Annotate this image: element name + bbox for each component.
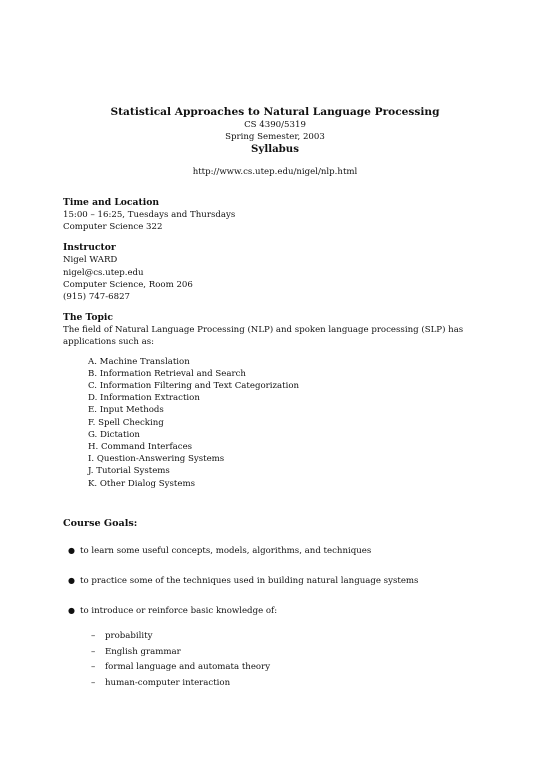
instructor-phone: (915) 747-6827 bbox=[63, 292, 131, 303]
course-goals-heading: Course Goals: bbox=[63, 518, 138, 529]
subitem-text: human-computer interaction bbox=[105, 677, 231, 688]
course-goals-section bbox=[63, 518, 483, 688]
goal-item bbox=[68, 545, 371, 557]
course-url: http://www.cs.utep.edu/nigel/nlp.html bbox=[192, 167, 358, 177]
room-line: Computer Science 322 bbox=[63, 222, 163, 233]
dash-icon: – bbox=[91, 631, 96, 641]
instructor-email: nigel@cs.utep.edu bbox=[63, 267, 144, 278]
schedule-line: 15:00 – 16:25, Tuesdays and Thursdays bbox=[63, 210, 236, 220]
list-item: G. Dictation bbox=[88, 429, 140, 440]
topic-heading: The Topic bbox=[63, 312, 113, 324]
bullet-icon: ● bbox=[68, 576, 75, 585]
subitem-text: English grammar bbox=[105, 646, 181, 657]
list-item: B. Information Retrieval and Search bbox=[88, 368, 246, 379]
list-item: E. Input Methods bbox=[88, 405, 164, 416]
list-item: K. Other Dialog Systems bbox=[88, 478, 196, 489]
document-type: Syllabus bbox=[251, 143, 299, 155]
goal-text: to practice some of the techniques used in building natural language systems bbox=[80, 576, 419, 586]
list-item: C. Information Filtering and Text Categorization bbox=[88, 381, 300, 392]
semester: Spring Semester, 2003 bbox=[225, 132, 325, 142]
dash-icon: – bbox=[91, 662, 96, 672]
list-item bbox=[91, 645, 270, 661]
document-title: Statistical Approaches to Natural Language Processing bbox=[110, 106, 440, 118]
time-location-heading: Time and Location bbox=[63, 197, 160, 208]
list-item: A. Machine Translation bbox=[88, 356, 190, 367]
document-body bbox=[63, 197, 483, 499]
goal-item bbox=[68, 605, 277, 617]
subitem-text: formal language and automata theory bbox=[105, 662, 271, 672]
list-item: I. Question-Answering Systems bbox=[88, 454, 225, 465]
time-location-section bbox=[63, 197, 483, 233]
bullet-icon: ● bbox=[68, 606, 75, 615]
instructor-section bbox=[63, 242, 483, 303]
list-item bbox=[91, 660, 270, 676]
goal-text: to learn some useful concepts, models, algorithms, and techniques bbox=[80, 546, 372, 556]
goal-item bbox=[68, 575, 418, 587]
instructor-office: Computer Science, Room 206 bbox=[63, 279, 193, 290]
list-item: D. Information Extraction bbox=[88, 393, 200, 404]
knowledge-sublist bbox=[91, 629, 270, 691]
subitem-text: probability bbox=[105, 631, 153, 641]
list-item: J. Tutorial Systems bbox=[88, 466, 170, 477]
document-header bbox=[0, 106, 550, 178]
goal-text: to introduce or reinforce basic knowledge of: bbox=[80, 606, 278, 616]
list-item bbox=[91, 629, 270, 645]
applications-list bbox=[63, 356, 483, 490]
list-item: H. Command Interfaces bbox=[88, 442, 193, 453]
topic-section bbox=[63, 312, 483, 490]
dash-icon: – bbox=[91, 677, 96, 688]
instructor-name: Nigel WARD bbox=[63, 255, 118, 266]
bullet-icon: ● bbox=[68, 546, 75, 555]
list-item bbox=[91, 676, 270, 692]
topic-intro: The field of Natural Language Processing (NLP) and spoken language processing (SLP) has applications such as: bbox=[63, 325, 464, 348]
course-numbers: CS 4390/5319 bbox=[244, 120, 306, 130]
dash-icon: – bbox=[91, 646, 96, 657]
instructor-heading: Instructor bbox=[63, 242, 116, 254]
list-item: F. Spell Checking bbox=[88, 417, 164, 428]
